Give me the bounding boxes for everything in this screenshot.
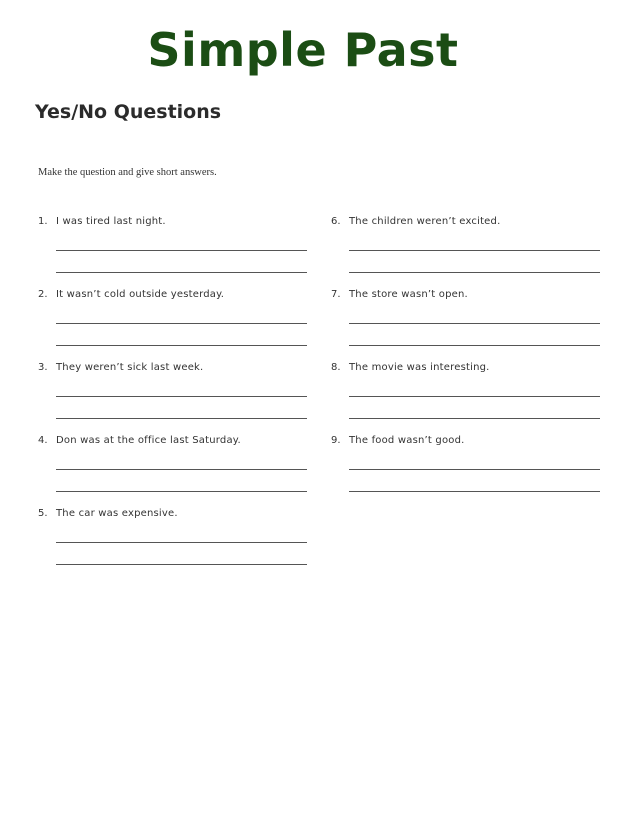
question-item xyxy=(331,433,601,506)
question-item xyxy=(331,287,601,360)
question-item xyxy=(331,214,601,287)
answer-line[interactable] xyxy=(56,491,307,492)
question-text: The car was expensive. xyxy=(56,508,178,519)
question-number: 2. xyxy=(38,289,48,300)
question-number: 1. xyxy=(38,216,48,227)
question-column-left xyxy=(38,214,308,579)
question-column-right xyxy=(331,214,601,506)
page-title: Simple Past xyxy=(147,23,459,77)
answer-line[interactable] xyxy=(56,272,307,273)
question-number: 4. xyxy=(38,435,48,446)
question-item xyxy=(38,287,308,360)
question-item xyxy=(38,506,308,579)
answer-line[interactable] xyxy=(56,418,307,419)
question-item xyxy=(38,214,308,287)
question-item xyxy=(38,433,308,506)
answer-line[interactable] xyxy=(56,542,307,543)
question-text: The store wasn’t open. xyxy=(349,289,468,300)
answer-line[interactable] xyxy=(349,469,600,470)
answer-line[interactable] xyxy=(56,345,307,346)
answer-line[interactable] xyxy=(349,323,600,324)
answer-line[interactable] xyxy=(56,323,307,324)
answer-line[interactable] xyxy=(56,250,307,251)
question-text: I was tired last night. xyxy=(56,216,166,227)
answer-line[interactable] xyxy=(349,418,600,419)
answer-line[interactable] xyxy=(349,396,600,397)
question-number: 9. xyxy=(331,435,341,446)
answer-line[interactable] xyxy=(349,491,600,492)
question-number: 3. xyxy=(38,362,48,373)
question-number: 5. xyxy=(38,508,48,519)
instructions: Make the question and give short answers. xyxy=(38,167,217,178)
answer-line[interactable] xyxy=(56,469,307,470)
question-text: The movie was interesting. xyxy=(349,362,490,373)
question-text: The children weren’t excited. xyxy=(349,216,501,227)
answer-line[interactable] xyxy=(56,564,307,565)
answer-line[interactable] xyxy=(349,272,600,273)
question-number: 6. xyxy=(331,216,341,227)
answer-line[interactable] xyxy=(56,396,307,397)
question-text: It wasn’t cold outside yesterday. xyxy=(56,289,225,300)
section-subtitle: Yes/No Questions xyxy=(35,101,222,123)
question-item xyxy=(38,360,308,433)
question-text: Don was at the office last Saturday. xyxy=(56,435,241,446)
question-number: 7. xyxy=(331,289,341,300)
answer-line[interactable] xyxy=(349,345,600,346)
answer-line[interactable] xyxy=(349,250,600,251)
question-text: The food wasn’t good. xyxy=(349,435,465,446)
question-item xyxy=(331,360,601,433)
question-text: They weren’t sick last week. xyxy=(56,362,204,373)
question-number: 8. xyxy=(331,362,341,373)
